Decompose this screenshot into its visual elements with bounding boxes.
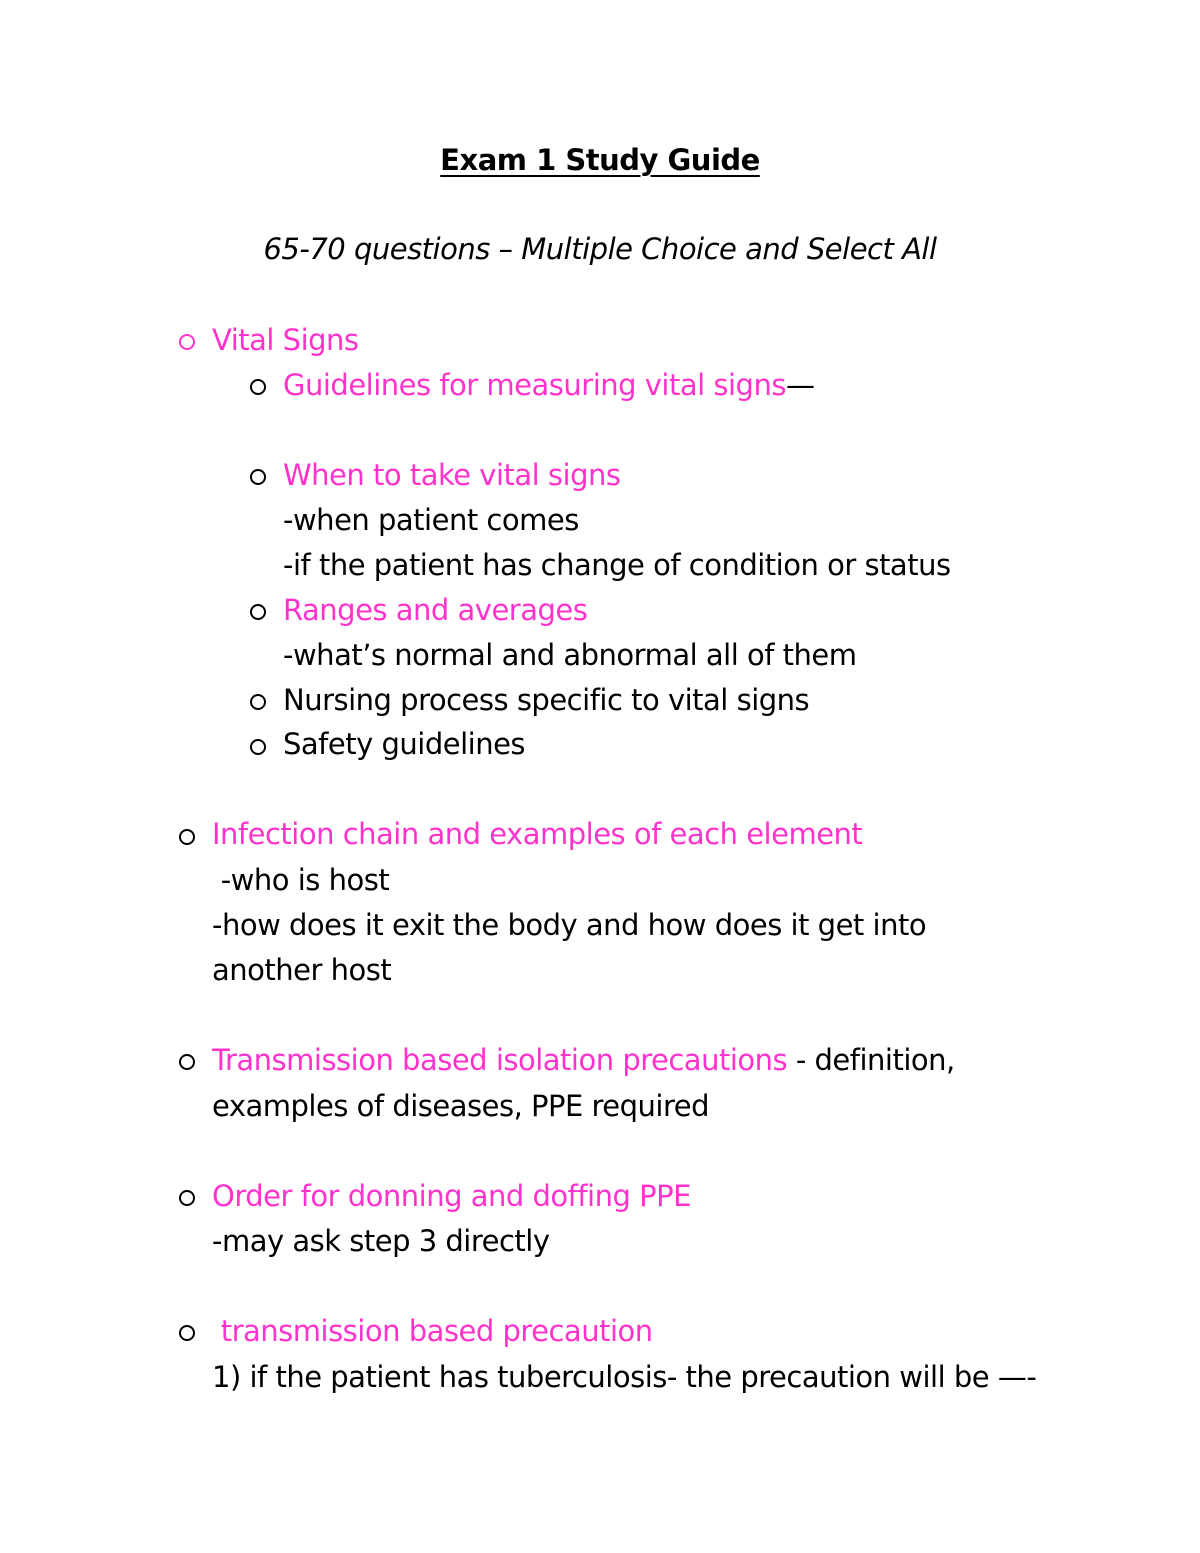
bullet-circle-icon — [179, 334, 195, 350]
bullet-circle-icon — [250, 469, 266, 485]
item-nursing: Nursing process specific to vital signs — [283, 683, 810, 717]
item-safety: Safety guidelines — [283, 727, 526, 761]
bullet-circle-icon — [179, 829, 195, 845]
transmission-isolation-label: Transmission based isolation precautions — [212, 1043, 788, 1077]
transmission-isolation-rest: - definition, — [787, 1043, 955, 1077]
item-guidelines — [283, 365, 814, 405]
bullet-circle-icon — [179, 1190, 195, 1206]
infection-note-1: -who is host — [212, 863, 390, 897]
bullet-circle-icon — [179, 1325, 195, 1341]
item-guidelines-label: Guidelines for measuring vital signs — [283, 368, 786, 402]
document-subtitle: 65-70 questions – Multiple Choice and Select All — [263, 232, 937, 266]
transmission-isolation-line-2: examples of diseases, PPE required — [212, 1089, 710, 1123]
item-ranges: Ranges and averages — [283, 593, 588, 627]
infection-note-2: -how does it exit the body and how does it get into — [212, 908, 927, 942]
donning-note: -may ask step 3 directly — [212, 1224, 550, 1258]
item-when: When to take vital signs — [283, 458, 621, 492]
bullet-circle-icon — [179, 1054, 195, 1070]
item-guidelines-dash: — — [785, 368, 815, 402]
item-when-note-2: -if the patient has change of condition or status — [283, 548, 951, 582]
section-infection: Infection chain and examples of each element — [212, 817, 863, 851]
bullet-circle-icon — [250, 604, 266, 620]
section-vital-signs: Vital Signs — [212, 323, 359, 357]
section-transmission-precaution: transmission based precaution — [212, 1314, 653, 1348]
section-transmission-isolation — [212, 1040, 955, 1080]
section-donning: Order for donning and doffing PPE — [212, 1179, 691, 1213]
document-title: Exam 1 Study Guide — [440, 143, 760, 177]
infection-note-3: another host — [212, 953, 392, 987]
transmission-precaution-note: 1) if the patient has tuberculosis- the precaution will be —- — [212, 1360, 1037, 1394]
item-ranges-note: -what’s normal and abnormal all of them — [283, 638, 857, 672]
bullet-circle-icon — [250, 379, 266, 395]
bullet-circle-icon — [250, 739, 266, 755]
bullet-circle-icon — [250, 694, 266, 710]
item-when-note-1: -when patient comes — [283, 503, 579, 537]
